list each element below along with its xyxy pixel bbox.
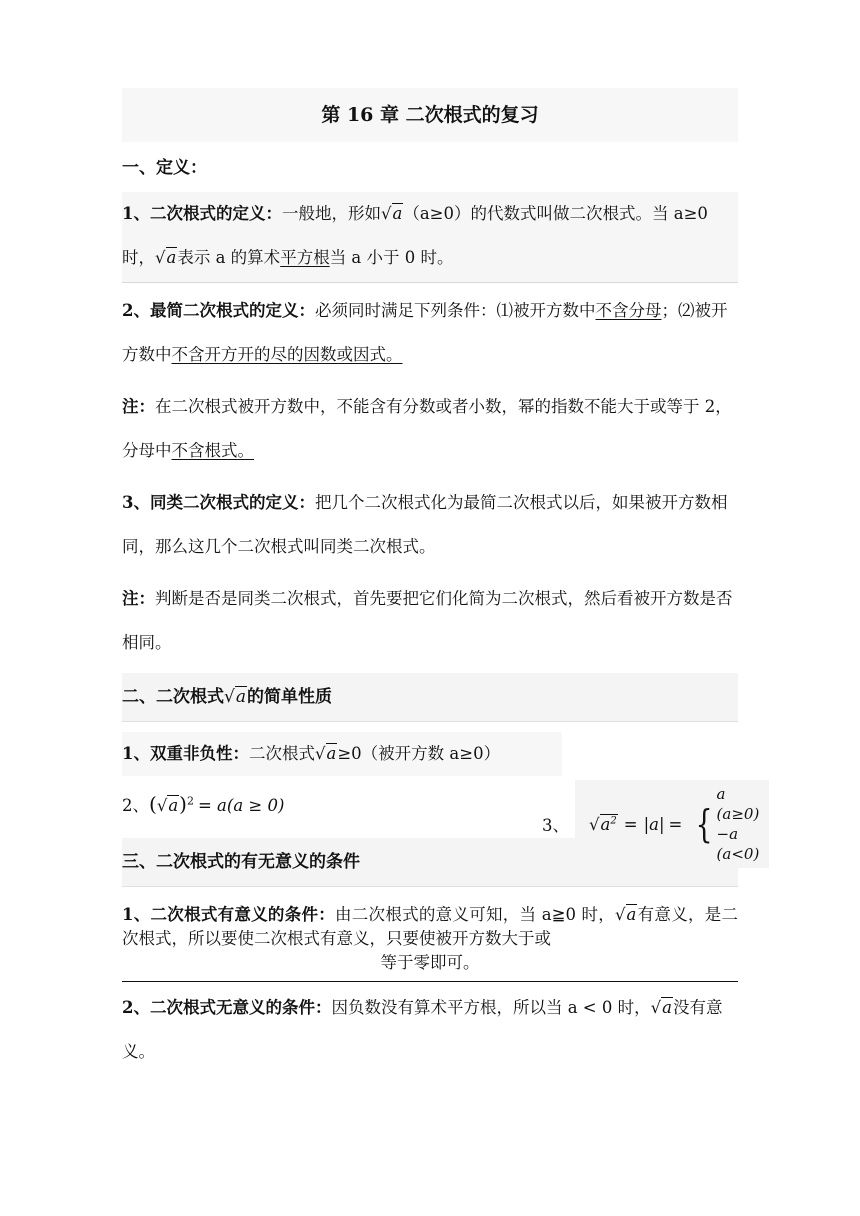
text: 二、二次根式	[122, 687, 224, 707]
text: 必须同时满足下列条件：⑴被开方数中	[314, 301, 596, 320]
exponent: 2	[186, 794, 194, 808]
property-3-formula	[542, 780, 769, 868]
text: 没有意义。	[122, 998, 723, 1061]
text: 因负数没有算术平方根，所以当 a < 0 时，	[331, 998, 651, 1017]
underlined-term: 不含根式。	[171, 441, 254, 460]
abs-a: |a|	[643, 814, 665, 834]
text: 由二次根式的意义可知，当 a≧0 时，	[335, 905, 616, 924]
text: 式。当 a≥0 时，	[122, 204, 708, 267]
definition-3	[122, 481, 738, 569]
underlined-term: 不含开方开的尽的因数或因式。	[171, 345, 403, 364]
text: 等于零即可。	[380, 953, 480, 972]
underlined-term: 不含分母	[595, 301, 662, 320]
text: 把几个二次根式化为最简二次根式以后，如果被开方数相同，那么这几个二次根式叫同类二次根式。	[122, 493, 728, 556]
case-negative: −a (a<0)	[716, 825, 760, 863]
text: 表示 a 的算术	[177, 248, 281, 267]
text: 二次根式	[248, 744, 315, 763]
cases-brace: { a (a≥0) −a (a<0)	[695, 785, 760, 863]
page-title: 第 16 章 二次根式的复习	[122, 88, 738, 142]
condition-2-label: 2、二次根式无意义的条件：	[122, 998, 332, 1017]
note-1	[122, 385, 738, 473]
property-2-label: 2、	[122, 796, 149, 815]
condition-meaningful	[122, 903, 738, 982]
text: （a≥0）的代数式叫做二次根	[403, 204, 620, 223]
divider	[122, 981, 738, 982]
definition-2	[122, 289, 738, 377]
sqrt-a-symbol: √a	[650, 998, 672, 1017]
text: 有意义，是二次根式，所以要使二次根式有意义，只要使被开方数大于或	[122, 905, 739, 948]
property-1	[122, 732, 562, 776]
property-2-formula: 2、$(√a)^2 = a(a \ge 0)$	[122, 792, 285, 816]
note-label: 注：	[122, 397, 155, 416]
underlined-term: 平方根	[280, 248, 330, 267]
piecewise-box: $√a^2$ = |a| = { a (a≥0) −a (a<0)	[575, 780, 769, 868]
text: 在二次根式被开方数中，不能含有分数或者小数，幂的指数不能大于或等于 2，分母中	[122, 397, 732, 460]
case-positive: a (a≥0)	[716, 785, 760, 823]
sqrt-a-symbol: √a	[314, 744, 337, 763]
text: 判断是否是同类二次根式，首先要把它们化简为二次根式，然后看被开方数是否相同。	[122, 589, 733, 652]
property-1-label: 1、双重非负性：	[122, 744, 249, 763]
section1-heading: 一、定义：	[122, 158, 207, 178]
text: = a(a ≥ 0)	[197, 796, 285, 815]
sqrt-a-symbol: √a	[615, 905, 637, 924]
sqrt-a-symbol: √a	[224, 687, 246, 707]
text: 一般地，形如	[281, 204, 381, 223]
sqrt-a-squared-symbol: $√a^2$	[589, 814, 617, 834]
property-3-label: 3、	[542, 816, 569, 835]
definition-3-label: 3、同类二次根式的定义：	[122, 493, 315, 512]
section3-heading: 三、二次根式的有无意义的条件	[122, 838, 738, 887]
text: 当 a 小于 0 时。	[329, 248, 454, 267]
text: ；⑵被开方数中	[122, 301, 728, 364]
condition-1-label: 1、二次根式有意义的条件：	[122, 905, 336, 924]
sqrt-a-symbol: √a	[380, 204, 403, 223]
condition-meaningless	[122, 986, 738, 1074]
text: ≥0（被开方数 a≥0）	[337, 744, 501, 763]
text: 的简单性质	[246, 687, 332, 707]
definition-1	[122, 192, 738, 283]
sqrt-a-symbol: √a	[155, 248, 177, 267]
section2-heading	[122, 673, 738, 722]
note-2	[122, 577, 738, 665]
definition-1-label: 1、二次根式的定义：	[122, 204, 282, 223]
document-page	[122, 88, 760, 1074]
sqrt-a-symbol: √a	[156, 796, 179, 815]
definition-2-label: 2、最简二次根式的定义：	[122, 301, 315, 320]
note-label: 注：	[122, 589, 155, 608]
